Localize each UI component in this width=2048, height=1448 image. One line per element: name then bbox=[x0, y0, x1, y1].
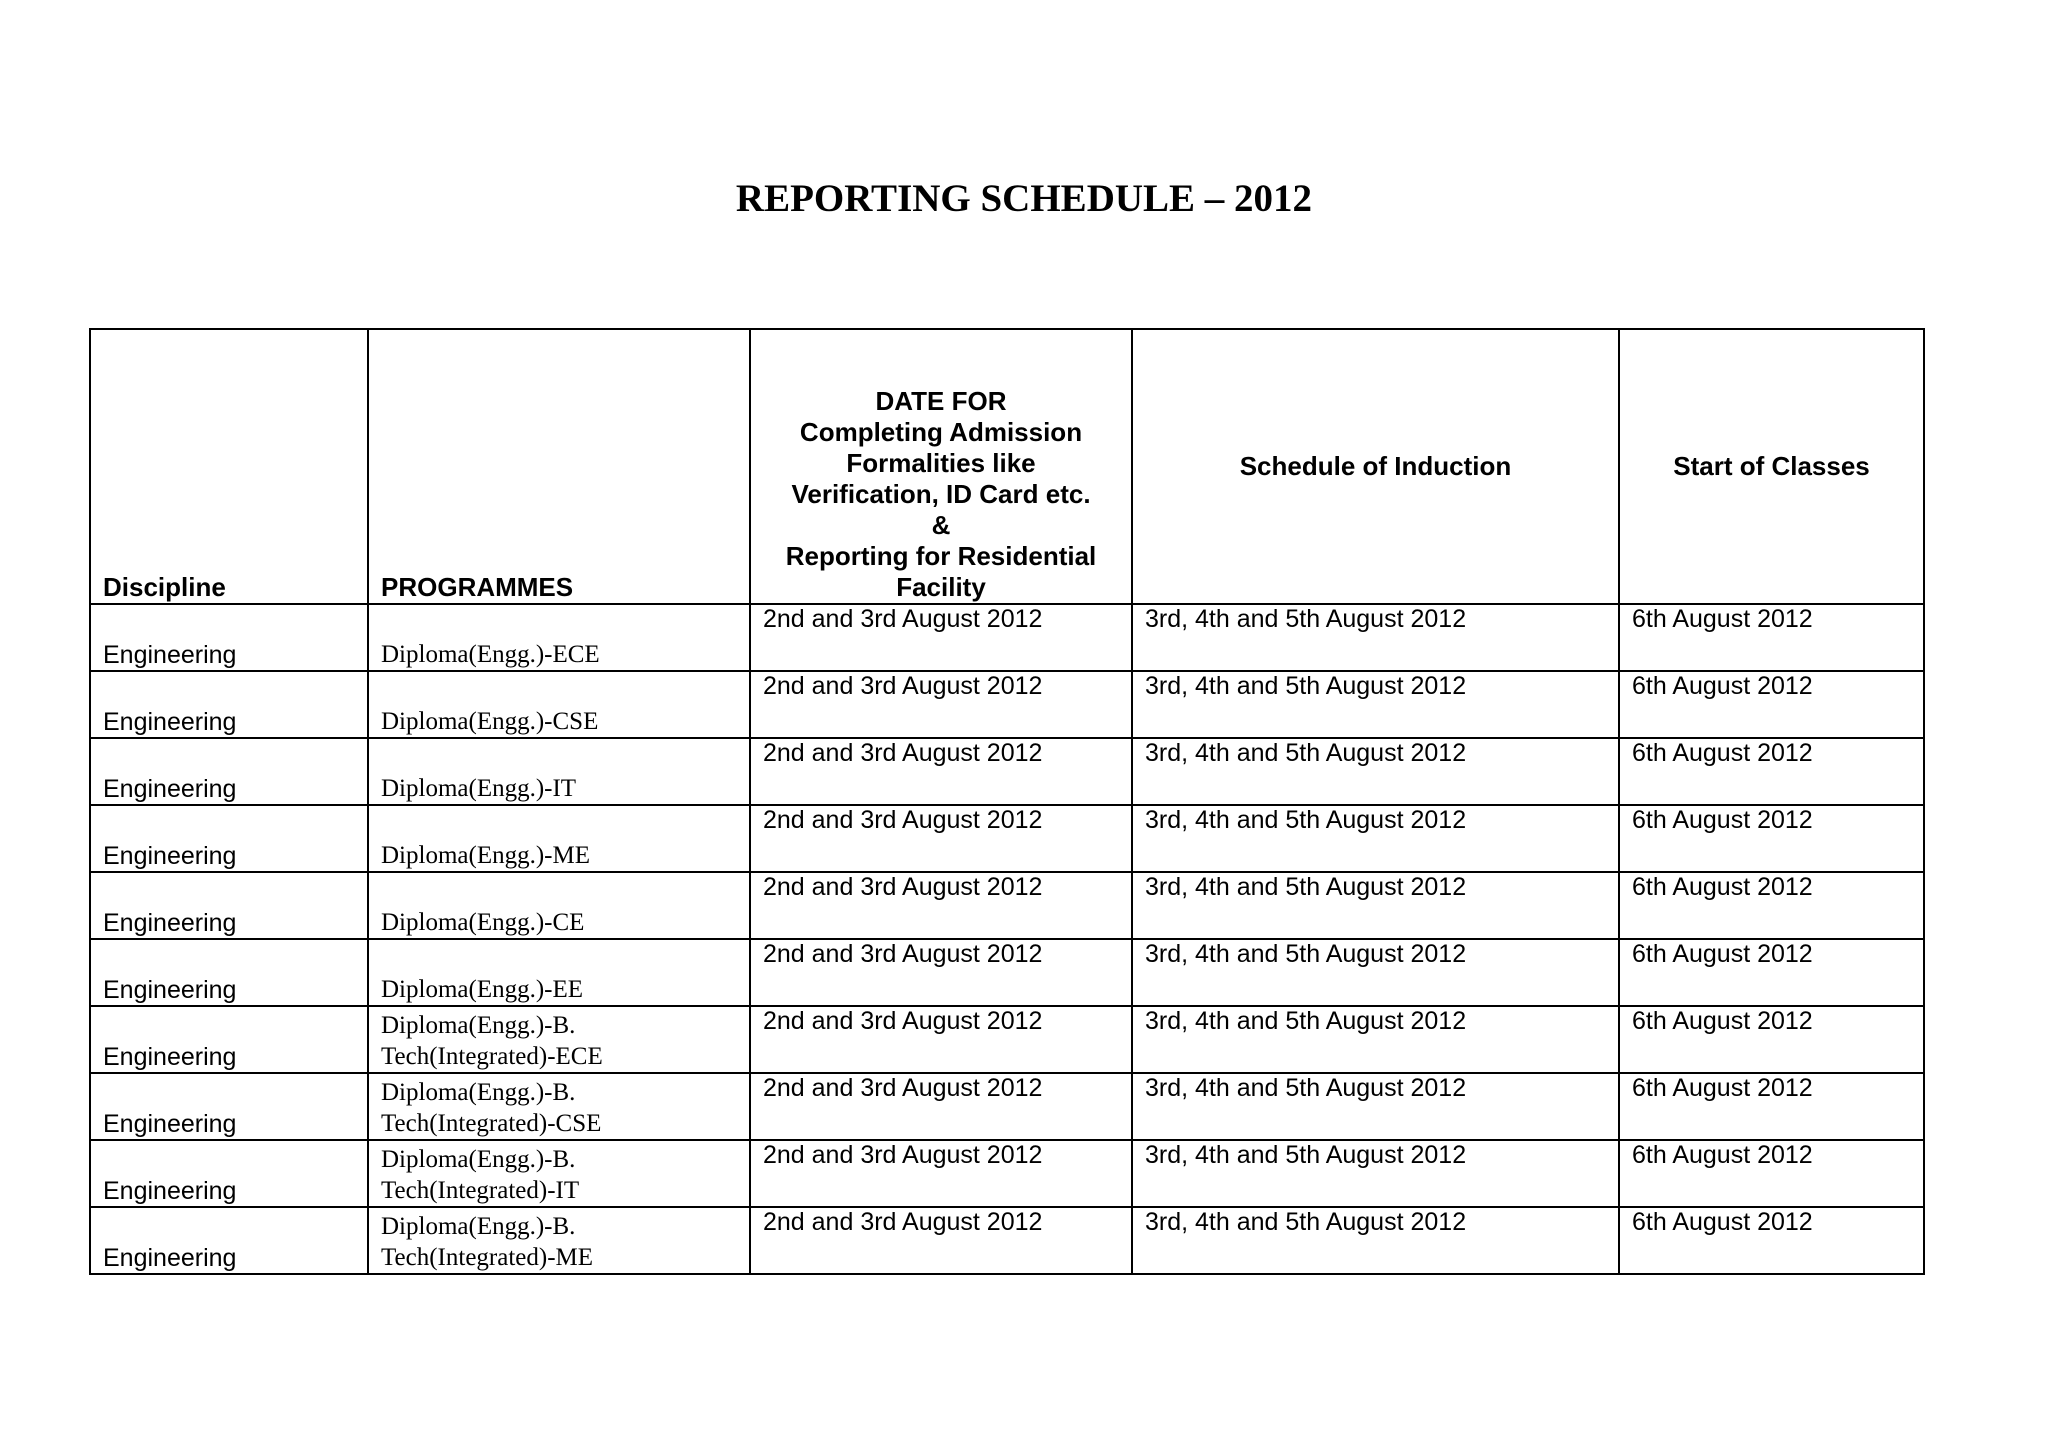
admission-date-cell: 2nd and 3rd August 2012 bbox=[750, 604, 1132, 671]
start-of-classes-cell: 6th August 2012 bbox=[1619, 1073, 1924, 1140]
header-admission-line: Facility bbox=[896, 572, 986, 602]
table-row bbox=[90, 671, 1924, 738]
admission-date-cell: 2nd and 3rd August 2012 bbox=[750, 1207, 1132, 1274]
programme-line: Diploma(Engg.)-B. bbox=[381, 1012, 576, 1039]
header-induction: Schedule of Induction bbox=[1132, 329, 1619, 604]
induction-date-cell: 3rd, 4th and 5th August 2012 bbox=[1132, 872, 1619, 939]
programme-line: Tech(Integrated)-ECE bbox=[381, 1043, 603, 1070]
discipline-cell: Engineering bbox=[90, 1073, 368, 1140]
programme-line: Diploma(Engg.)-B. bbox=[381, 1213, 576, 1240]
programme-line: Diploma(Engg.)-CE bbox=[381, 909, 585, 936]
table-row bbox=[90, 939, 1924, 1006]
programme-line: Diploma(Engg.)-B. bbox=[381, 1146, 576, 1173]
start-of-classes-cell: 6th August 2012 bbox=[1619, 1207, 1924, 1274]
table-row bbox=[90, 738, 1924, 805]
induction-date-cell: 3rd, 4th and 5th August 2012 bbox=[1132, 1140, 1619, 1207]
schedule-body bbox=[90, 604, 1924, 1274]
discipline-cell: Engineering bbox=[90, 939, 368, 1006]
header-discipline: Discipline bbox=[90, 329, 368, 604]
header-admission-line: Verification, ID Card etc. bbox=[791, 479, 1091, 509]
programme-line: Diploma(Engg.)-CSE bbox=[381, 708, 599, 735]
programme-line: Diploma(Engg.)-ME bbox=[381, 842, 590, 869]
admission-date-cell: 2nd and 3rd August 2012 bbox=[750, 671, 1132, 738]
header-admission-line: & bbox=[931, 510, 951, 540]
header-admission-line: Reporting for Residential bbox=[785, 541, 1097, 571]
start-of-classes-cell: 6th August 2012 bbox=[1619, 1140, 1924, 1207]
discipline-cell: Engineering bbox=[90, 1140, 368, 1207]
admission-date-cell: 2nd and 3rd August 2012 bbox=[750, 738, 1132, 805]
admission-date-cell: 2nd and 3rd August 2012 bbox=[750, 939, 1132, 1006]
programme-cell bbox=[368, 738, 750, 805]
admission-date-cell: 2nd and 3rd August 2012 bbox=[750, 872, 1132, 939]
start-of-classes-cell: 6th August 2012 bbox=[1619, 1006, 1924, 1073]
induction-date-cell: 3rd, 4th and 5th August 2012 bbox=[1132, 1207, 1619, 1274]
induction-date-cell: 3rd, 4th and 5th August 2012 bbox=[1132, 805, 1619, 872]
programme-line: Tech(Integrated)-IT bbox=[381, 1177, 580, 1204]
start-of-classes-cell: 6th August 2012 bbox=[1619, 805, 1924, 872]
discipline-cell: Engineering bbox=[90, 671, 368, 738]
admission-date-cell: 2nd and 3rd August 2012 bbox=[750, 1006, 1132, 1073]
header-start-of-classes: Start of Classes bbox=[1619, 329, 1924, 604]
header-admission-line: DATE FOR bbox=[875, 386, 1007, 416]
programme-line: Diploma(Engg.)-EE bbox=[381, 976, 584, 1003]
discipline-cell: Engineering bbox=[90, 738, 368, 805]
header-admission-date bbox=[750, 329, 1132, 604]
induction-date-cell: 3rd, 4th and 5th August 2012 bbox=[1132, 1073, 1619, 1140]
programme-line: Diploma(Engg.)-B. bbox=[381, 1079, 576, 1106]
discipline-cell: Engineering bbox=[90, 604, 368, 671]
programme-cell bbox=[368, 1140, 750, 1207]
reporting-schedule-table bbox=[89, 328, 1925, 1275]
programme-cell bbox=[368, 604, 750, 671]
table-row bbox=[90, 604, 1924, 671]
start-of-classes-cell: 6th August 2012 bbox=[1619, 671, 1924, 738]
discipline-cell: Engineering bbox=[90, 872, 368, 939]
discipline-cell: Engineering bbox=[90, 1207, 368, 1274]
start-of-classes-cell: 6th August 2012 bbox=[1619, 738, 1924, 805]
induction-date-cell: 3rd, 4th and 5th August 2012 bbox=[1132, 671, 1619, 738]
table-row bbox=[90, 872, 1924, 939]
discipline-cell: Engineering bbox=[90, 1006, 368, 1073]
programme-cell bbox=[368, 872, 750, 939]
header-admission-line: Formalities like bbox=[846, 448, 1036, 478]
start-of-classes-cell: 6th August 2012 bbox=[1619, 604, 1924, 671]
table-row bbox=[90, 805, 1924, 872]
admission-date-cell: 2nd and 3rd August 2012 bbox=[750, 805, 1132, 872]
induction-date-cell: 3rd, 4th and 5th August 2012 bbox=[1132, 604, 1619, 671]
discipline-cell: Engineering bbox=[90, 805, 368, 872]
programme-cell bbox=[368, 939, 750, 1006]
table-row bbox=[90, 1006, 1924, 1073]
table-row bbox=[90, 1073, 1924, 1140]
programme-cell bbox=[368, 1207, 750, 1274]
start-of-classes-cell: 6th August 2012 bbox=[1619, 939, 1924, 1006]
programme-cell bbox=[368, 671, 750, 738]
programme-cell bbox=[368, 805, 750, 872]
induction-date-cell: 3rd, 4th and 5th August 2012 bbox=[1132, 738, 1619, 805]
table-row bbox=[90, 1207, 1924, 1274]
header-programmes: PROGRAMMES bbox=[368, 329, 750, 604]
induction-date-cell: 3rd, 4th and 5th August 2012 bbox=[1132, 1006, 1619, 1073]
programme-line: Diploma(Engg.)-ECE bbox=[381, 641, 600, 668]
header-row bbox=[90, 329, 1924, 604]
programme-cell bbox=[368, 1073, 750, 1140]
admission-date-cell: 2nd and 3rd August 2012 bbox=[750, 1140, 1132, 1207]
page-title: REPORTING SCHEDULE – 2012 bbox=[735, 177, 1313, 220]
programme-line: Tech(Integrated)-CSE bbox=[381, 1110, 602, 1137]
admission-date-cell: 2nd and 3rd August 2012 bbox=[750, 1073, 1132, 1140]
header-admission-line: Completing Admission bbox=[799, 417, 1083, 447]
induction-date-cell: 3rd, 4th and 5th August 2012 bbox=[1132, 939, 1619, 1006]
programme-cell bbox=[368, 1006, 750, 1073]
programme-line: Diploma(Engg.)-IT bbox=[381, 775, 577, 802]
programme-line: Tech(Integrated)-ME bbox=[381, 1244, 594, 1271]
table-row bbox=[90, 1140, 1924, 1207]
start-of-classes-cell: 6th August 2012 bbox=[1619, 872, 1924, 939]
